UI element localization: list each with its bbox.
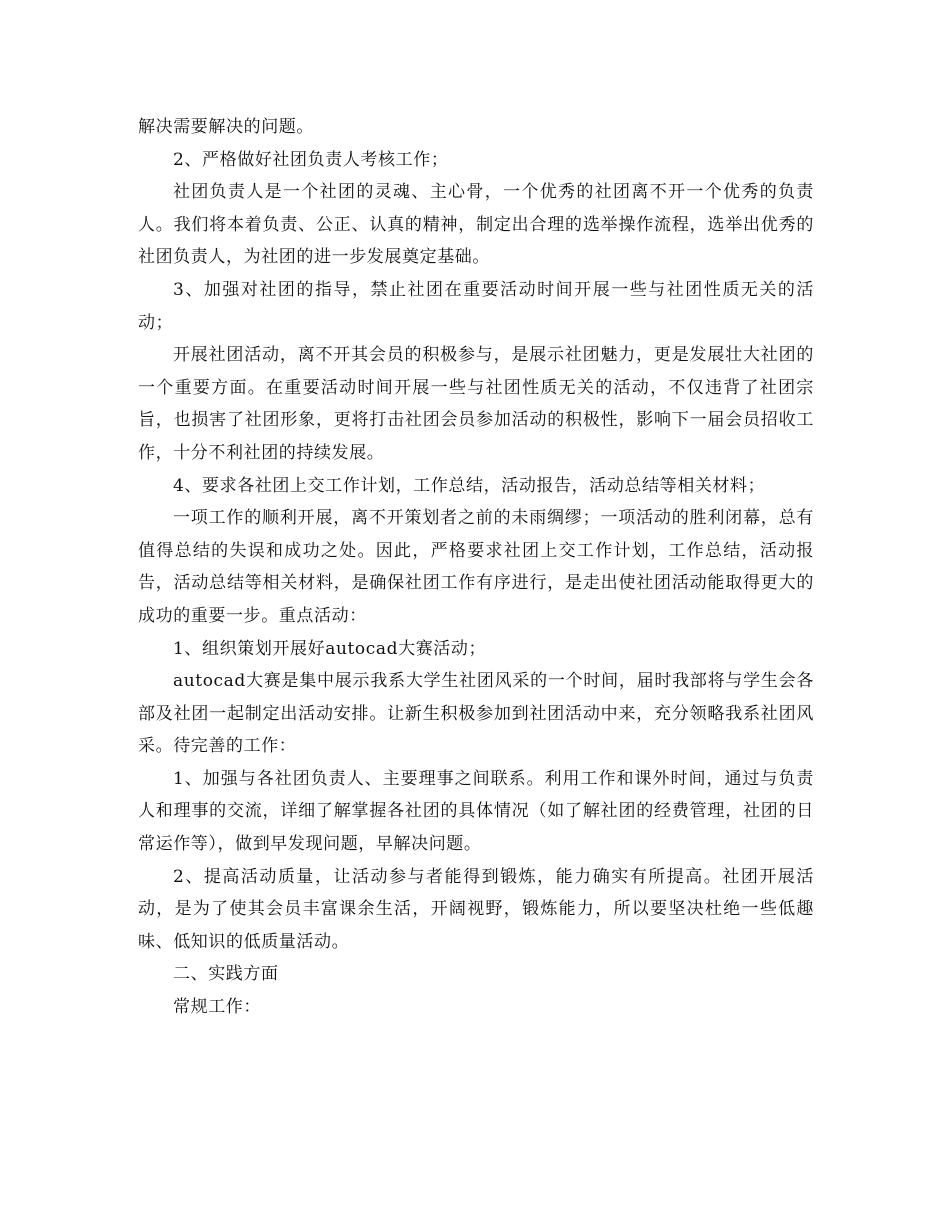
document-body	[138, 111, 814, 1024]
paragraph-item-heading: 2、严格做好社团负责人考核工作；	[173, 149, 449, 170]
paragraph-item-heading: 1、组织策划开展好autocad大赛活动；	[173, 638, 487, 659]
subsection-heading: 常规工作：	[173, 997, 261, 1018]
paragraph-body: 一项工作的顺利开展，离不开策划者之前的未雨绸缪；一项活动的胜利闭幕，总有值得总结的失误和成功之处。因此，严格要求社团上交工作计划，工作总结，活动报告，活动总结等相关材料，是确保社团工作有序进行，是走出使社团活动能取得更大的成功的重要一步。重点活动：	[138, 508, 814, 626]
paragraph-item-heading: 4、要求各社团上交工作计划，工作总结，活动报告，活动总结等相关材料；	[173, 475, 766, 496]
section-heading: 二、实践方面	[173, 964, 279, 985]
paragraph-body: 开展社团活动，离不开其会员的积极参与，是展示社团魅力，更是发展壮大社团的一个重要方面。在重要活动时间开展一些与社团性质无关的活动，不仅违背了社团宗旨，也损害了社团形象，更将打击社团会员参加活动的积极性，影响下一届会员招收工作，十分不利社团的持续发展。	[138, 345, 814, 463]
paragraph-body: 2、提高活动质量，让活动参与者能得到锻炼，能力确实有所提高。社团开展活动，是为了使其会员丰富课余生活，开阔视野，锻炼能力，所以要坚决杜绝一些低趣味、低知识的低质量活动。	[138, 866, 814, 952]
paragraph-body: autocad大赛是集中展示我系大学生社团风采的一个时间，届时我部将与学生会各部及社团一起制定出活动安排。让新生积极参加到社团活动中来，充分领略我系社团风采。待完善的工作：	[138, 671, 814, 757]
paragraph-continuation: 解决需要解决的问题。	[138, 117, 314, 137]
paragraph-body: 社团负责人是一个社团的灵魂、主心骨，一个优秀的社团离不开一个优秀的负责人。我们将本着负责、公正、认真的精神，制定出合理的选举操作流程，选举出优秀的社团负责人，为社团的进一步发展奠定基础。	[138, 182, 814, 268]
paragraph-item-heading: 3、加强对社团的指导，禁止社团在重要活动时间开展一些与社团性质无关的活动；	[138, 279, 814, 333]
paragraph-body: 1、加强与各社团负责人、主要理事之间联系。利用工作和课外时间，通过与负责人和理事的交流，详细了解掌握各社团的具体情况（如了解社团的经费管理，社团的日常运作等），做到早发现问题，早解决问题。	[138, 768, 814, 855]
